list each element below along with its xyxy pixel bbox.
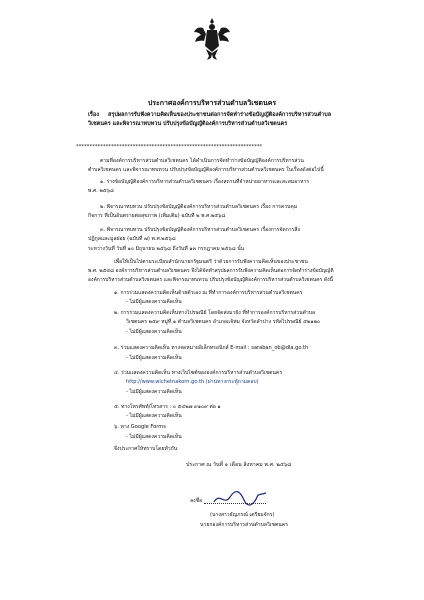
item3-line1: ๓. พิจารณาทบทวน ปรับปรุงข้อบัญญัติองค์การบริหารส่วนตำบลวิเชตนคร เรื่องการจัดการสิ่ง (100, 227, 300, 233)
channel-6-result: - ไม่มีผู้แสดงความคิดเห็น (126, 434, 182, 440)
handwritten-signature-icon (212, 488, 268, 508)
channel-4-text: ๔. ร่วมแสดงความคิดเห็น ทางเว็บไซต์ขององค์การบริหารส่วนตำบลวิเชตนคร (114, 370, 283, 376)
channel-5-text: ๕. ทางโทรศัพท์/โทรสาร : ๐ ๕๔๒๗ ๙๑๐๙ ต่อ ๑ (114, 404, 221, 410)
law-line2: พ.ศ. ๒๕๔๘ องค์การบริหารส่วนตำบลวิเชตนคร จึงได้จัดทำสรุปผลการรับฟังความคิดเห็นต่อการจัดทำร่างข้อบัญญัติ (88, 268, 334, 274)
channel-3-result: - ไม่มีผู้แสดงความคิดเห็น (126, 355, 182, 361)
period-text: ระหว่างวันที่ วันที่ ๑๐ มิถุนายน ๒๕๖๘ ถึงวันที่ ๑๓ กรกฎาคม ๒๕๖๘ นั้น (88, 246, 245, 252)
page-title: ประกาศองค์การบริหารส่วนตำบลวิเชตนคร (147, 99, 277, 107)
intro-line1: ตามที่องค์การบริหารส่วนตำบลวิเชตนคร ได้ดำเนินการจัดทำร่างข้อบัญญัติองค์การบริหารส่วน (100, 158, 304, 164)
channel-1-text: ๑. การร่วมแสดงความคิดเห็นด้วยตัวเอง ณ ที่ทำการองค์การบริหารส่วนตำบลวิเชตนคร (114, 290, 303, 296)
channel-1-result: - ไม่มีผู้แสดงความคิดเห็น (126, 299, 182, 305)
law-line3: องค์การบริหารส่วนตำบลวิเชตนคร และพิจารณาทบทวน ปรับปรุงข้อบัญญัติองค์การบริหารส่วนตำบลวิเชตนคร ดังนี้ (88, 277, 333, 283)
channel-2-text: ๒. การร่วมแสดงความคิดเห็นทางไปรษณีย์ โดยจัดส่งมายัง ที่ทำการองค์การบริหารส่วนตำบล (114, 310, 316, 316)
announcement-date: ประกาศ ณ วันที่ ๑ เดือน สิงหาคม พ.ศ. ๒๕๖๘ (186, 462, 292, 468)
item2-line2: กิจการ ที่เป็นอันตรายต่อสุขภาพ (เพิ่มเติม) ฉบับที่ ๒ พ.ศ.๒๕๖๘ (88, 213, 226, 219)
item1-line1: ๑. ร่างข้อบัญญัติองค์การบริหารส่วนตำบลวิเชตนคร เรื่องสถานที่จำหน่ายอาหารและสะสมอาหาร (100, 179, 310, 185)
law-line1: เพื่อให้เป็นไปตามระเบียบสำนักนายกรัฐมนตรี ว่าด้วยการรับฟังความคิดเห็นของประชาชน (114, 259, 308, 265)
item2-line1: ๒. พิจารณาทบทวน ปรับปรุงข้อบัญญัติองค์การบริหารส่วนตำบลวิเชตนคร เรื่อง การควบคุม (100, 204, 298, 210)
signatory-name: (นางสาวธัญภรณ์ เตรียมจักร) (210, 512, 275, 518)
subject-label: เรื่อง (88, 112, 100, 118)
garuda-emblem-icon (193, 16, 231, 62)
channel-4-result: - ไม่มีผู้แสดงความคิดเห็น (126, 389, 182, 395)
channel-6-text: ๖. ทาง Google Forms (114, 424, 166, 430)
closing-announce: จึงประกาศให้ทราบโดยทั่วกัน (114, 446, 178, 452)
channel-5-result: - ไม่มีผู้แสดงความคิดเห็น (126, 413, 182, 419)
item3-line2: ปฏิกูลและมูลฝอย (ฉบับที่ ๗) พ.ศ.๒๕๖๘ (88, 236, 176, 242)
subject-line2: วิเชตนคร และพิจารณาทบทวน ปรับปรุงข้อบัญญัติองค์การบริหารส่วนตำบลวิเชตนคร (88, 121, 288, 127)
channel-4-website-link[interactable]: http://www.wichetnakorn.go.th (ผ่านทางกระทู้ถามตอบ) (126, 379, 259, 385)
channel-3-text: ๓. ร่วมแสดงความคิดเห็น ทางจดหมายอิเล็กทรอนิกส์ E-mail : saraban_ob@dla.go.th (114, 345, 309, 351)
channel-2-text2: วิเชตนคร ๒๕๙ หมู่ที่ ๑ ตำบลวิเชตนคร อำเภอแจ้ห่ม จังหวัดลำปาง รหัสไปรษณีย์ ๕๒๑๒๐ (126, 319, 321, 325)
channel-2-result: - ไม่มีผู้แสดงความคิดเห็น (126, 329, 182, 335)
subject-line1: สรุปผลการรับฟังความคิดเห็นของประชาชนต่อการจัดทำร่างข้อบัญญัติองค์การบริหารส่วนตำบล (108, 112, 332, 118)
sign-label: ลงชื่อ (190, 498, 203, 504)
signatory-position: นายกองค์การบริหารส่วนตำบลวิเชตนคร (200, 522, 288, 528)
separator: ********************************************************************* (76, 144, 263, 150)
intro-line2: ตำบลวิเชตนคร และพิจารณาทบทวน ปรับปรุงข้อบัญญัติองค์การบริหารส่วนตำบลวิเชตนคร ในเรื่องดังต่อไปนี้ (88, 167, 324, 173)
item1-line2: พ.ศ. ๒๕๖๘ (88, 188, 114, 194)
